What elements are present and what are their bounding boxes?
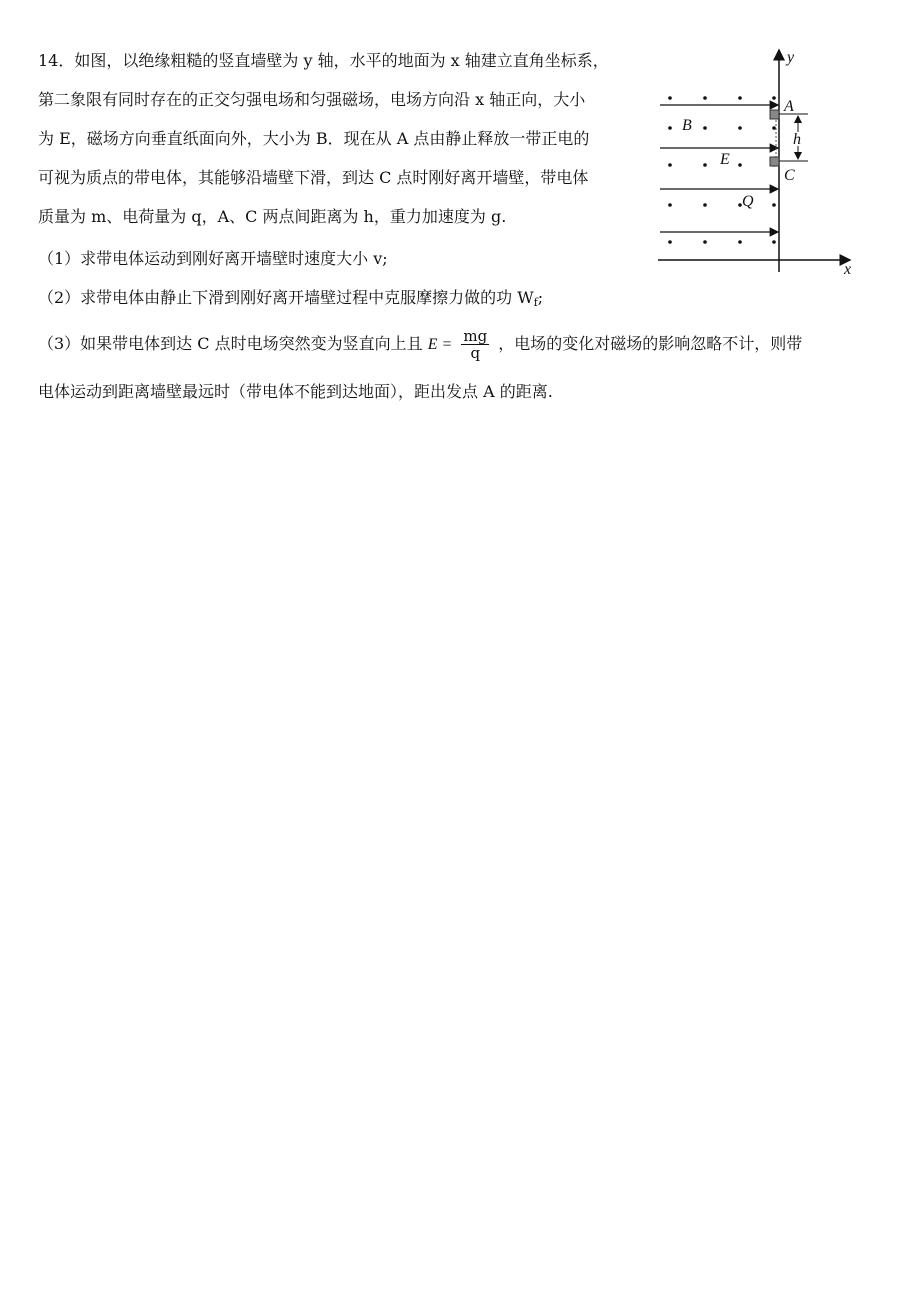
fraction-numerator: mg <box>463 327 488 345</box>
E-label: E <box>720 151 730 168</box>
part-3-pre: （3）如果带电体到达 C 点时电场突然变为竖直向上且 <box>38 334 423 353</box>
part-2 <box>38 287 543 314</box>
charged-body-at-C <box>770 157 779 166</box>
part-3-line-1 <box>38 326 802 363</box>
stem-line-3: 为 E，磁场方向垂直纸面向外，大小为 B．现在从 A 点由静止释放一带正电的 <box>38 129 590 148</box>
Q-label: Q <box>742 193 754 210</box>
part-1: （1）求带电体运动到刚好离开墙壁时速度大小 v; <box>38 249 388 268</box>
charged-body-at-A <box>770 110 779 119</box>
part-2-end: ; <box>537 288 544 307</box>
part-2-text: （2）求带电体由静止下滑到刚好离开墙壁过程中克服摩擦力做的功 W <box>38 288 534 307</box>
stem-line-1: 14．如图，以绝缘粗糙的竖直墙壁为 y 轴，水平的地面为 x 轴建立直角坐标系， <box>38 51 609 70</box>
x-axis-label: x <box>844 261 852 278</box>
h-label: h <box>793 131 801 148</box>
stem-line-4: 可视为质点的带电体，其能够沿墙壁下滑，到达 C 点时刚好离开墙壁，带电体 <box>38 168 589 187</box>
B-label: B <box>682 117 692 134</box>
stem-line-2: 第二象限有同时存在的正交匀强电场和匀强磁场，电场方向沿 x 轴正向，大小 <box>38 90 586 109</box>
part-3-line-2: 电体运动到距离墙壁最远时（带电体不能到达地面），距出发点 A 的距离. <box>38 382 553 401</box>
part-3-post: ，电场的变化对磁场的影响忽略不计，则带 <box>498 334 803 353</box>
field-diagram <box>650 40 870 280</box>
part-2-subscript: f <box>533 296 538 309</box>
part-3-fraction <box>461 328 489 361</box>
part-3-equation-lhs: E = <box>427 336 453 353</box>
fraction-denominator: q <box>470 344 481 362</box>
point-C-label: C <box>784 167 795 184</box>
point-A-label: A <box>784 98 794 115</box>
y-axis-label: y <box>787 49 795 66</box>
stem-line-5: 质量为 m、电荷量为 q，A、C 两点间距离为 h，重力加速度为 g. <box>38 207 507 226</box>
